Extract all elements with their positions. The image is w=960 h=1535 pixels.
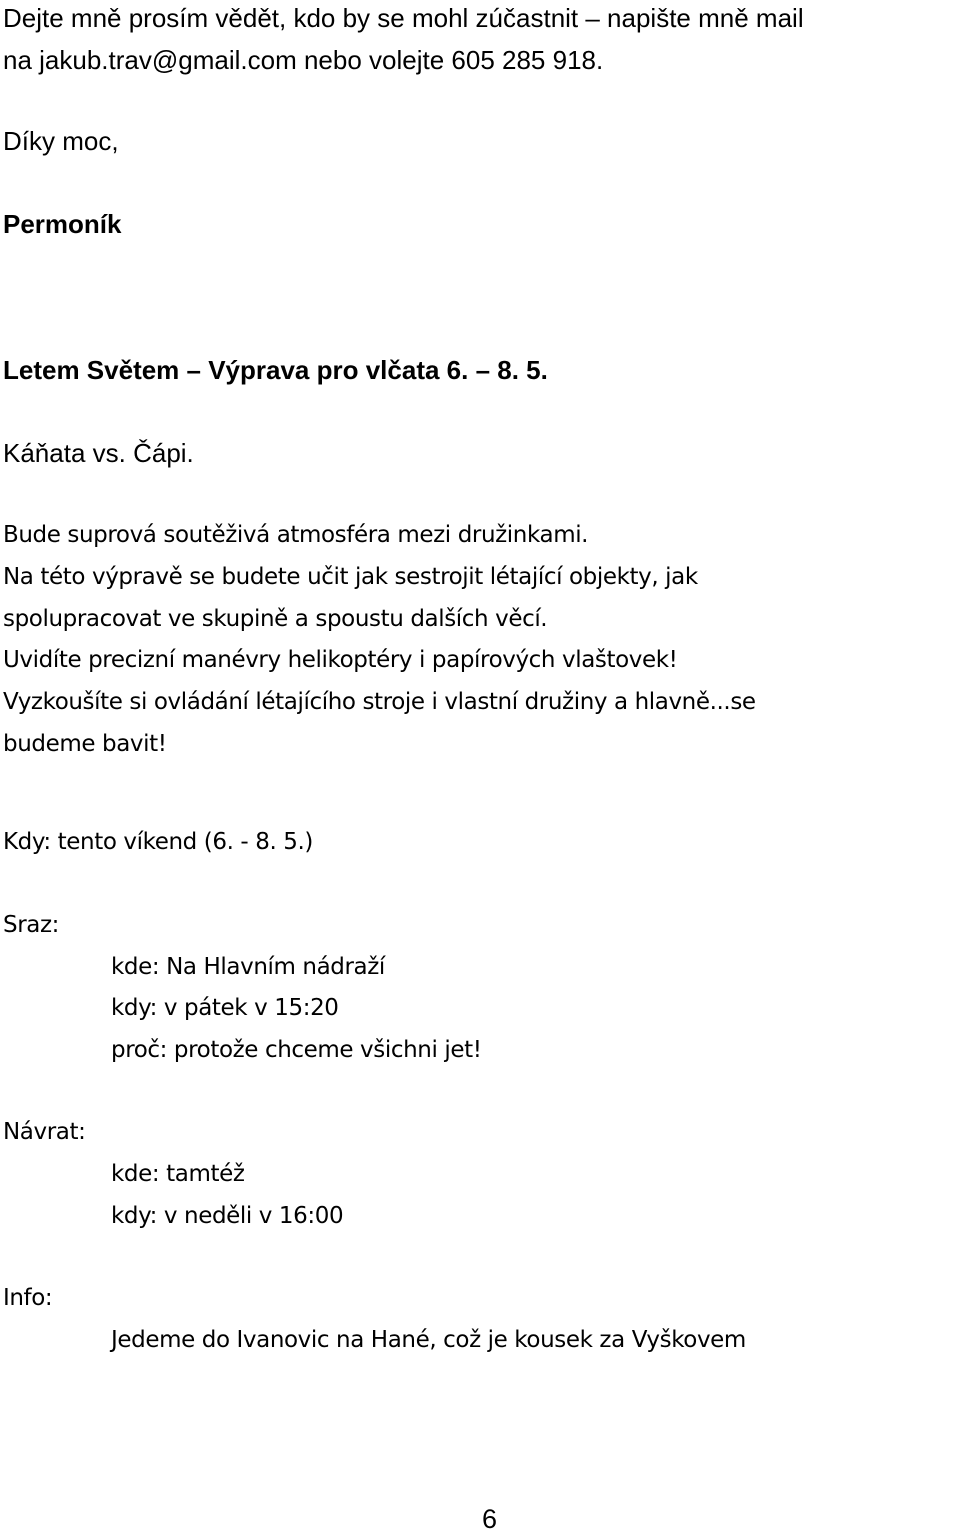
description-line: budeme bavit!	[3, 731, 167, 757]
meeting-why: proč: protože chceme všichni jet!	[111, 1037, 482, 1063]
description-line: Na této výpravě se budete učit jak sestrojit létající objekty, jak	[3, 564, 698, 590]
description-line: Vyzkoušíte si ovládání létajícího stroje i vlastní družiny a hlavně...se	[3, 689, 756, 715]
description-line: Bude suprová soutěživá atmosféra mezi družinkami.	[3, 522, 589, 548]
return-where: kde: tamtéž	[111, 1161, 245, 1187]
event-subtitle: Káňata vs. Čápi.	[3, 438, 194, 468]
event-title: Letem Světem – Výprava pro vlčata 6. – 8. 5.	[3, 355, 548, 385]
meeting-where: kde: Na Hlavním nádraží	[111, 954, 385, 980]
letter-line-1: Dejte mně prosím vědět, kdo by se mohl zúčastnit – napište mně mail	[3, 3, 804, 33]
event-when: Kdy: tento víkend (6. - 8. 5.)	[3, 829, 313, 855]
meeting-label: Sraz:	[3, 912, 59, 938]
info-text: Jedeme do Ivanovic na Hané, což je kousek za Vyškovem	[111, 1327, 746, 1353]
return-label: Návrat:	[3, 1119, 86, 1145]
page-number: 6	[482, 1504, 498, 1534]
meeting-when: kdy: v pátek v 15:20	[111, 995, 339, 1021]
return-when: kdy: v neděli v 16:00	[111, 1203, 344, 1229]
letter-thanks: Díky moc,	[3, 126, 119, 156]
letter-signature: Permoník	[3, 209, 122, 239]
description-line: Uvidíte precizní manévry helikoptéry i papírových vlaštovek!	[3, 647, 678, 673]
description-line: spolupracovat ve skupině a spoustu dalších věcí.	[3, 606, 548, 632]
info-label: Info:	[3, 1285, 53, 1311]
letter-line-2: na jakub.trav@gmail.com nebo volejte 605 285 918.	[3, 45, 604, 75]
